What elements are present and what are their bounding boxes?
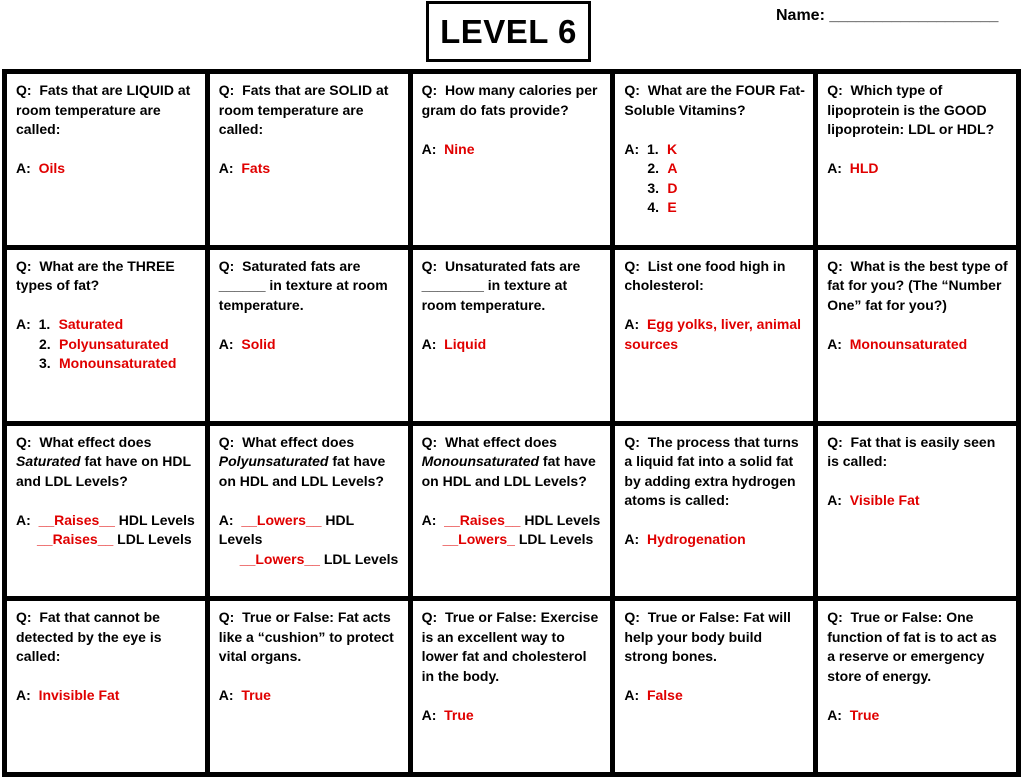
answer-text: Monounsaturated (849, 335, 968, 352)
card-15 (818, 426, 1016, 597)
question-text: True or False: Fat acts like a “cushion” to protect vital organs. (218, 609, 394, 665)
card-7 (210, 250, 408, 421)
answer-text: Solid (241, 335, 276, 352)
answer-ldl: __Lowers_ LDL Levels (442, 531, 594, 547)
question-text: True or False: Exercise is an excellent way to lower fat and cholesterol in the body. (421, 609, 599, 684)
answer-text: True (849, 706, 880, 723)
answer: A: Liquid (421, 335, 487, 352)
question: Q: What are the FOUR Fat-Soluble Vitamins? (624, 82, 805, 118)
card-3 (413, 74, 611, 245)
question: Q: How many calories per gram do fats provide? (421, 82, 598, 118)
question-text: The process that turns a liquid fat into a solid fat by adding extra hydrogen atoms is called: (624, 433, 799, 508)
answer-text: Invisible Fat (38, 687, 120, 704)
question: Q: What effect does Polyunsaturated fat have on HDL and LDL Levels? (218, 433, 386, 489)
answer-list-item: A: 1. K (624, 140, 678, 157)
answer-text: Hydrogenation (646, 531, 746, 547)
answer-list-item: 2. A (647, 160, 678, 176)
question: Q: True or False: Fat acts like a “cushion” to protect vital organs. (218, 609, 394, 665)
card-17 (210, 601, 408, 772)
answer-text: Oils (38, 160, 66, 176)
question-text: What are the FOUR Fat-Soluble Vitamins? (624, 82, 805, 118)
question: Q: The process that turns a liquid fat into a solid fat by adding extra hydrogen atoms is called: (624, 433, 799, 508)
answer-list-item: A: 1. Saturated (16, 316, 124, 333)
question: Q: What are the THREE types of fat? (16, 257, 175, 294)
question-text: True or False: One function of fat is to act as a reserve or emergency store of energy. (827, 609, 997, 684)
question-text: Fat that is easily seen is called: (827, 433, 996, 469)
question: Q: Fat that cannot be detected by the eye is called: (16, 609, 162, 665)
card-9 (615, 250, 813, 421)
card-6 (7, 250, 205, 421)
answer: A: Invisible Fat (16, 687, 120, 704)
answer-text: True (444, 706, 474, 723)
question: Q: Fats that are SOLID at room temperature are called: (218, 82, 389, 137)
card-11 (7, 426, 205, 597)
answer-text: HLD (849, 160, 879, 176)
question-grid (2, 69, 1021, 777)
card-19 (615, 601, 813, 772)
question: Q: Fats that are LIQUID at room temperature are called: (16, 82, 191, 137)
card-13 (413, 426, 611, 597)
question: Q: True or False: Fat will help your body build strong bones. (624, 609, 791, 665)
question-text: Saturated fats are ______ in texture at room temperature. (218, 257, 388, 313)
question: Q: What is the best type of fat for you? (The “Number One” fat for you?) (827, 257, 1008, 313)
card-8 (413, 250, 611, 421)
card-20 (818, 601, 1016, 772)
card-4 (615, 74, 813, 245)
answer-text: Egg yolks, liver, animal sources (624, 316, 802, 352)
answer-list-item: 3. D (647, 179, 678, 196)
question-text: Which type of lipoprotein is the GOOD lipoprotein: LDL or HDL? (827, 82, 995, 137)
answer: A: Nine (421, 140, 475, 157)
question: Q: What effect does Monounsaturated fat have on HDL and LDL Levels? (421, 433, 596, 489)
question-text: Fats that are LIQUID at room temperature are called: (16, 82, 191, 137)
answer: A: HLD (827, 160, 879, 176)
answer-text: True (241, 687, 271, 704)
answer-text: Fats (241, 160, 271, 176)
question: Q: Fat that is easily seen is called: (827, 433, 996, 469)
answer-list-item: 3. Monounsaturated (39, 355, 177, 372)
question-text: What are the THREE types of fat? (16, 257, 175, 294)
answer: A: Solid (218, 335, 276, 352)
answer: A: Visible Fat (827, 492, 920, 508)
question-text: True or False: Fat will help your body build strong bones. (624, 609, 791, 665)
card-18 (413, 601, 611, 772)
question: Q: True or False: Exercise is an excellent way to lower fat and cholesterol in the body. (421, 609, 599, 684)
answer-text: Visible Fat (849, 492, 920, 508)
level-title-text: LEVEL 6 (440, 12, 577, 50)
question-text: How many calories per gram do fats provide? (421, 82, 598, 118)
question: Q: Which type of lipoprotein is the GOOD lipoprotein: LDL or HDL? (827, 82, 995, 137)
answer: A: True (218, 687, 271, 704)
answer-ldl: __Raises__ LDL Levels (37, 531, 192, 547)
question: Q: Saturated fats are ______ in texture at room temperature. (218, 257, 388, 313)
answer-text: Liquid (444, 335, 487, 352)
answer: A: Fats (218, 160, 271, 176)
answer: A: Hydrogenation (624, 531, 746, 547)
answer-hdl: A: __Raises__ HDL Levels (421, 511, 601, 528)
answer-list-item: 2. Polyunsaturated (39, 335, 169, 352)
card-5 (818, 74, 1016, 245)
answer-hdl: A: __Raises__ HDL Levels (16, 511, 195, 528)
question: Q: What effect does Saturated fat have on HDL and LDL Levels? (16, 433, 191, 489)
answer-text: False (646, 687, 683, 704)
level-title (426, 1, 591, 62)
answer: A: False (624, 687, 683, 704)
question-text: List one food high in cholesterol: (624, 257, 786, 294)
question: Q: Unsaturated fats are ________ in texture at room temperature. (421, 257, 581, 313)
answer: A: True (421, 706, 474, 723)
answer-list-item: 4. E (647, 199, 677, 215)
card-1 (7, 74, 205, 245)
answer: A: True (827, 706, 880, 723)
name-field-label: Name: ___________________ (776, 7, 999, 24)
question-text: Fat that cannot be detected by the eye is called: (16, 609, 162, 665)
question-text: What is the best type of fat for you? (The “Number One” fat for you?) (827, 257, 1008, 313)
answer-text: Nine (444, 140, 475, 157)
card-12 (210, 426, 408, 597)
answer: A: Monounsaturated (827, 335, 968, 352)
question-text: Fats that are SOLID at room temperature are called: (218, 82, 389, 137)
card-16 (7, 601, 205, 772)
answer: A: Egg yolks, liver, animal sources (624, 316, 802, 352)
question: Q: List one food high in cholesterol: (624, 257, 786, 294)
question-text: Unsaturated fats are ________ in texture at room temperature. (421, 257, 581, 313)
card-14 (615, 426, 813, 597)
card-2 (210, 74, 408, 245)
card-10 (818, 250, 1016, 421)
answer: A: Oils (16, 160, 66, 176)
question: Q: True or False: One function of fat is to act as a reserve or emergency store of energy. (827, 609, 997, 684)
answer-ldl: __Lowers__ LDL Levels (239, 550, 399, 567)
answer-hdl: A: __Lowers__ HDL Levels (218, 511, 354, 547)
